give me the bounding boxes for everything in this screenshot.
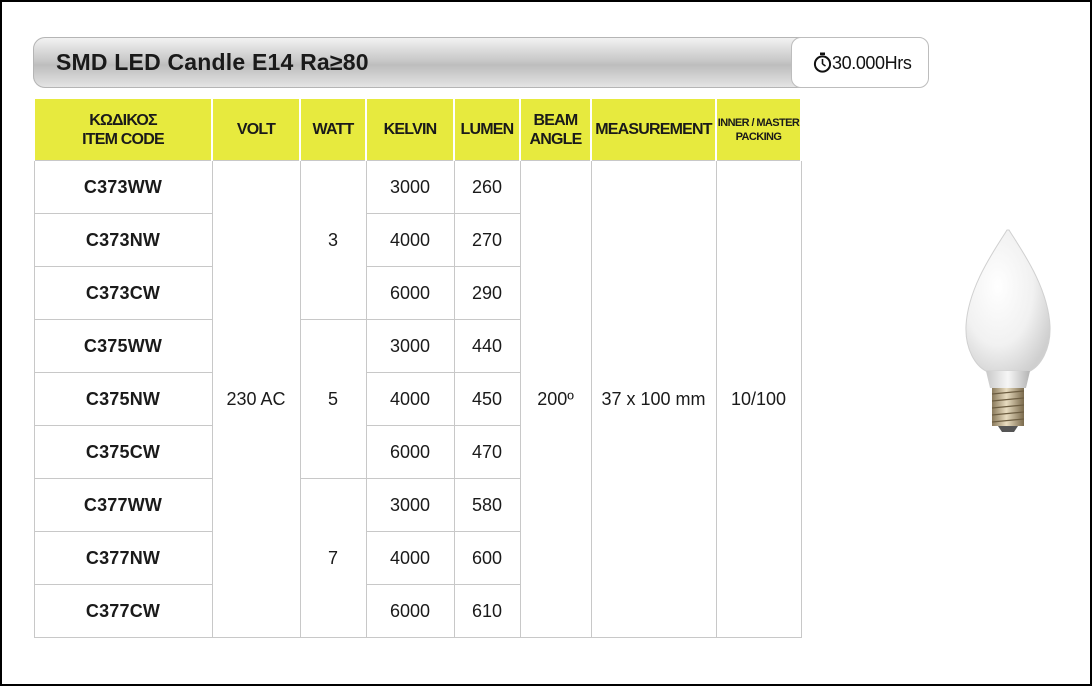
header-packing-line2: PACKING	[735, 130, 782, 143]
table-row	[34, 161, 801, 214]
product-title-banner	[33, 37, 929, 88]
item-code-cell: C377NW	[34, 532, 212, 585]
kelvin-cell: 4000	[366, 214, 454, 267]
kelvin-cell: 4000	[366, 532, 454, 585]
item-code-cell: C375WW	[34, 320, 212, 373]
header-item-code-greek: ΚΩΔΙΚΟΣ	[89, 111, 157, 129]
item-code-cell: C375NW	[34, 373, 212, 426]
watt-cell: 3	[300, 161, 366, 320]
lifetime-badge	[791, 37, 929, 88]
watt-cell: 7	[300, 479, 366, 638]
kelvin-cell: 6000	[366, 585, 454, 638]
watt-cell: 5	[300, 320, 366, 479]
kelvin-cell: 4000	[366, 373, 454, 426]
header-packing-line1: INNER / MASTER	[717, 116, 800, 129]
header-watt: WATT	[300, 99, 366, 161]
header-beam-line2: ANGLE	[529, 130, 582, 148]
lumen-cell: 600	[454, 532, 520, 585]
item-code-cell: C373WW	[34, 161, 212, 214]
lumen-cell: 610	[454, 585, 520, 638]
volt-cell: 230 AC	[212, 161, 300, 638]
kelvin-cell: 6000	[366, 267, 454, 320]
lumen-cell: 440	[454, 320, 520, 373]
item-code-cell: C377WW	[34, 479, 212, 532]
header-kelvin: KELVIN	[366, 99, 454, 161]
kelvin-cell: 3000	[366, 479, 454, 532]
item-code-cell: C373NW	[34, 214, 212, 267]
header-item-code-english: ITEM CODE	[82, 130, 164, 148]
lumen-cell: 290	[454, 267, 520, 320]
item-code-cell: C373CW	[34, 267, 212, 320]
lumen-cell: 260	[454, 161, 520, 214]
header-beam-line1: BEAM	[533, 111, 578, 129]
product-title: SMD LED Candle E14 Ra≥80	[56, 49, 369, 75]
candle-bulb-image	[960, 228, 1058, 434]
kelvin-cell: 3000	[366, 161, 454, 214]
header-packing	[716, 99, 801, 161]
header-lumen: LUMEN	[454, 99, 520, 161]
item-code-cell: C377CW	[34, 585, 212, 638]
header-volt: VOLT	[212, 99, 300, 161]
header-measurement: MEASUREMENT	[591, 99, 716, 161]
spec-table	[33, 99, 802, 638]
item-code-cell: C375CW	[34, 426, 212, 479]
header-beam-angle	[520, 99, 591, 161]
lifetime-hours: 30.000Hrs	[832, 53, 912, 73]
measurement-cell: 37 x 100 mm	[591, 161, 716, 638]
product-sheet	[2, 2, 1090, 684]
table-header-row	[34, 99, 801, 161]
kelvin-cell: 6000	[366, 426, 454, 479]
beam-angle-cell: 200º	[520, 161, 591, 638]
stopwatch-icon	[813, 52, 832, 73]
lumen-cell: 450	[454, 373, 520, 426]
lumen-cell: 270	[454, 214, 520, 267]
lumen-cell: 580	[454, 479, 520, 532]
kelvin-cell: 3000	[366, 320, 454, 373]
packing-cell: 10/100	[716, 161, 801, 638]
lumen-cell: 470	[454, 426, 520, 479]
header-item-code	[34, 99, 212, 161]
